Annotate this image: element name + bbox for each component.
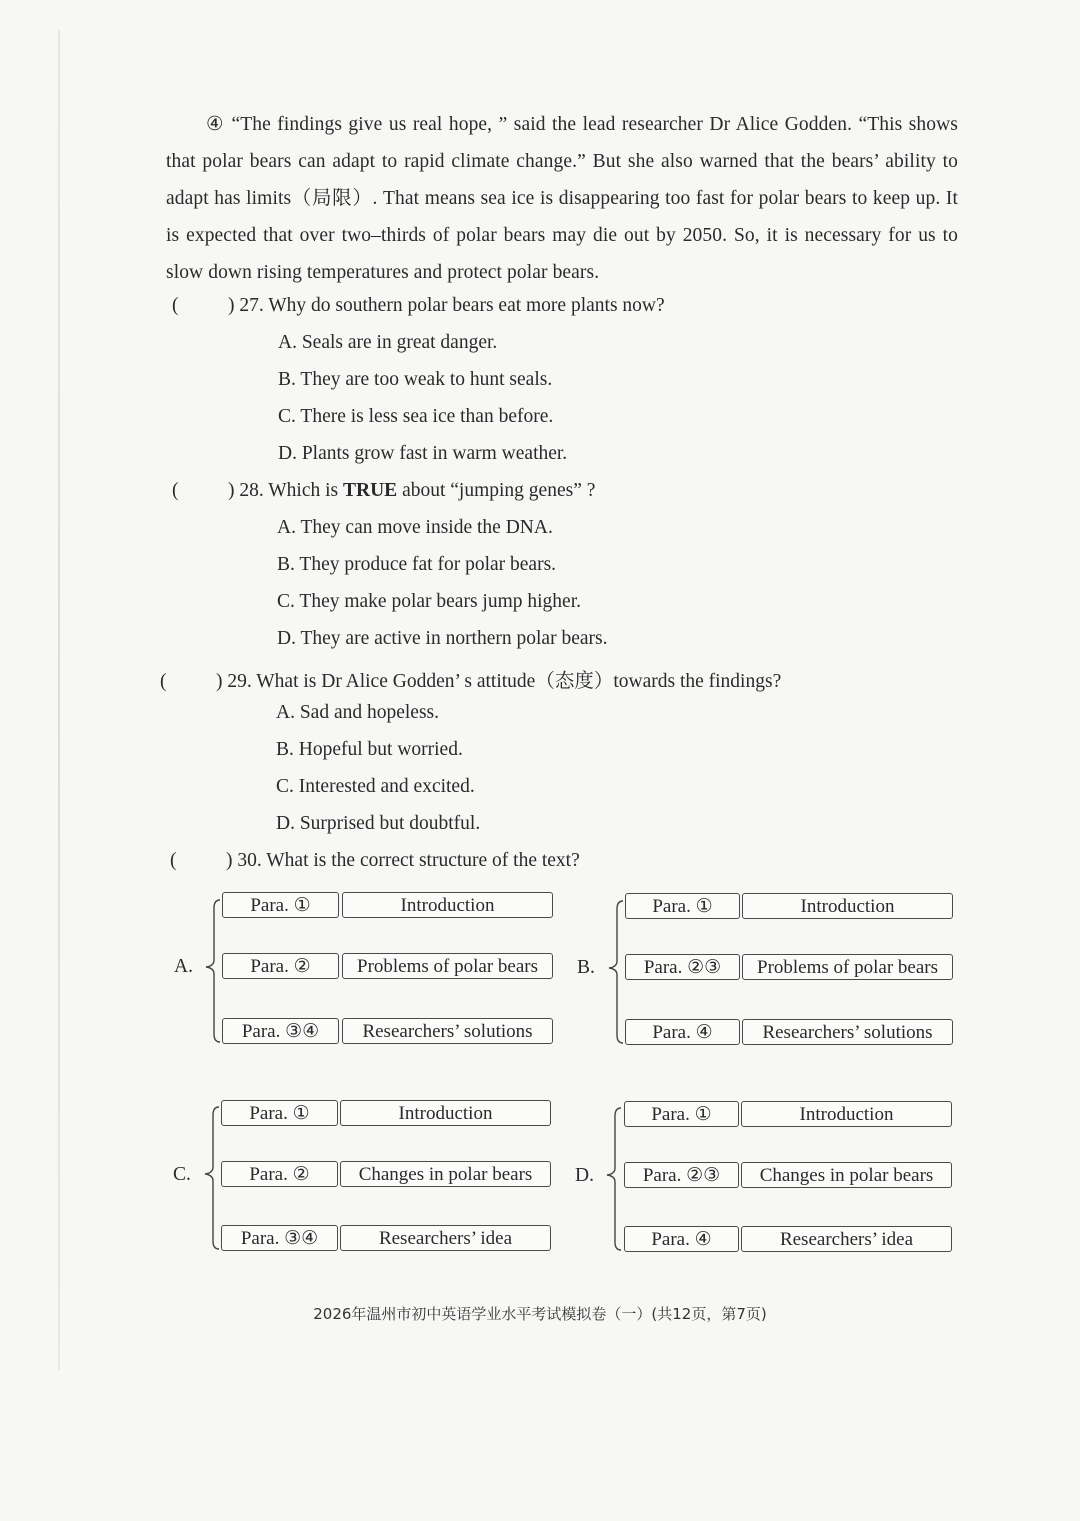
question-28: ( ) 28. Which is TRUE about “jumping genes” ? (172, 480, 596, 501)
q27-option-b: B. They are too weak to hunt seals. (278, 369, 553, 390)
reading-passage (166, 106, 958, 291)
para-box: Para. ① (222, 892, 339, 918)
q28-option-b: B. They produce fat for polar bears. (277, 554, 557, 575)
q27-option-a: A. Seals are in great danger. (278, 332, 498, 353)
question-29: ( ) 29. What is Dr Alice Godden’ s attitude（态度）towards the findings? (160, 671, 782, 692)
summary-box: Introduction (342, 892, 553, 918)
brace-icon (573, 1100, 623, 1260)
para-box: Para. ① (625, 893, 740, 919)
question-29-stem: 29. What is Dr Alice Godden’ s attitude（态度）towards the findings? (222, 671, 782, 692)
summary-box: Introduction (742, 893, 953, 919)
structure-option-b (575, 891, 975, 1061)
answer-blank[interactable]: ( (160, 671, 167, 692)
summary-box: Introduction (340, 1100, 551, 1126)
q28-option-a: A. They can move inside the DNA. (277, 517, 553, 538)
para-box: Para. ② (221, 1161, 338, 1187)
option-letter: B. (577, 957, 595, 978)
question-27-stem: 27. Why do southern polar bears eat more plants now? (234, 295, 665, 316)
structure-option-c (171, 1099, 571, 1269)
summary-box: Researchers’ idea (340, 1225, 551, 1251)
summary-box: Changes in polar bears (741, 1162, 952, 1188)
brace-icon (172, 890, 222, 1050)
option-letter: D. (575, 1165, 594, 1186)
para-box: Para. ②③ (625, 954, 740, 980)
question-30: ( ) 30. What is the correct structure of the text? (170, 850, 580, 871)
para-box: Para. ② (222, 953, 339, 979)
brace-icon (171, 1099, 221, 1259)
q27-option-c: C. There is less sea ice than before. (278, 406, 554, 427)
para-box: Para. ① (221, 1100, 338, 1126)
page-edge-shadow (58, 30, 60, 1370)
summary-box: Researchers’ solutions (342, 1018, 553, 1044)
answer-blank[interactable]: ( (170, 850, 177, 871)
para-box: Para. ②③ (624, 1162, 739, 1188)
q27-option-d: D. Plants grow fast in warm weather. (278, 443, 568, 464)
question-28-stem: 28. Which is TRUE about “jumping genes” ? (234, 480, 596, 501)
q29-option-d: D. Surprised but doubtful. (276, 813, 481, 834)
structure-option-a (172, 890, 572, 1060)
answer-blank[interactable]: ( (172, 295, 179, 316)
question-30-stem: 30. What is the correct structure of the text? (232, 850, 580, 871)
summary-box: Problems of polar bears (742, 954, 953, 980)
option-letter: A. (174, 956, 193, 977)
para-box: Para. ① (624, 1101, 739, 1127)
para-box: Para. ④ (625, 1019, 740, 1045)
q29-option-b: B. Hopeful but worried. (276, 739, 463, 760)
option-letter: C. (173, 1164, 191, 1185)
summary-box: Introduction (741, 1101, 952, 1127)
answer-blank[interactable]: ( (172, 480, 179, 501)
paragraph-4: ④ “The findings give us real hope, ” said the lead researcher Dr Alice Godden. “This shows that polar bears can adapt to rapid climate change.” But she also warned that the bears’ ability to adapt has limits（局限）. That means sea ice is disappearing too fast for polar bears to keep up. It is expected that over two–thirds of polar bears may die out by 2050. So, it is necessary for us to slow down rising temperatures and protect polar bears. (166, 114, 958, 283)
q28-option-c: C. They make polar bears jump higher. (277, 591, 581, 612)
question-27: ( ) 27. Why do southern polar bears eat more plants now? (172, 295, 665, 316)
para-box: Para. ③④ (222, 1018, 339, 1044)
q29-option-a: A. Sad and hopeless. (276, 702, 440, 723)
q29-option-c: C. Interested and excited. (276, 776, 475, 797)
structure-option-d (573, 1100, 973, 1270)
summary-box: Researchers’ idea (741, 1226, 952, 1252)
summary-box: Researchers’ solutions (742, 1019, 953, 1045)
summary-box: Changes in polar bears (340, 1161, 551, 1187)
page-footer: 2026年温州市初中英语学业水平考试模拟卷（一）(共12页，第7页) (313, 1305, 767, 1323)
summary-box: Problems of polar bears (342, 953, 553, 979)
para-box: Para. ④ (624, 1226, 739, 1252)
brace-icon (575, 891, 625, 1051)
para-box: Para. ③④ (221, 1225, 338, 1251)
q28-option-d: D. They are active in northern polar bears. (277, 628, 608, 649)
